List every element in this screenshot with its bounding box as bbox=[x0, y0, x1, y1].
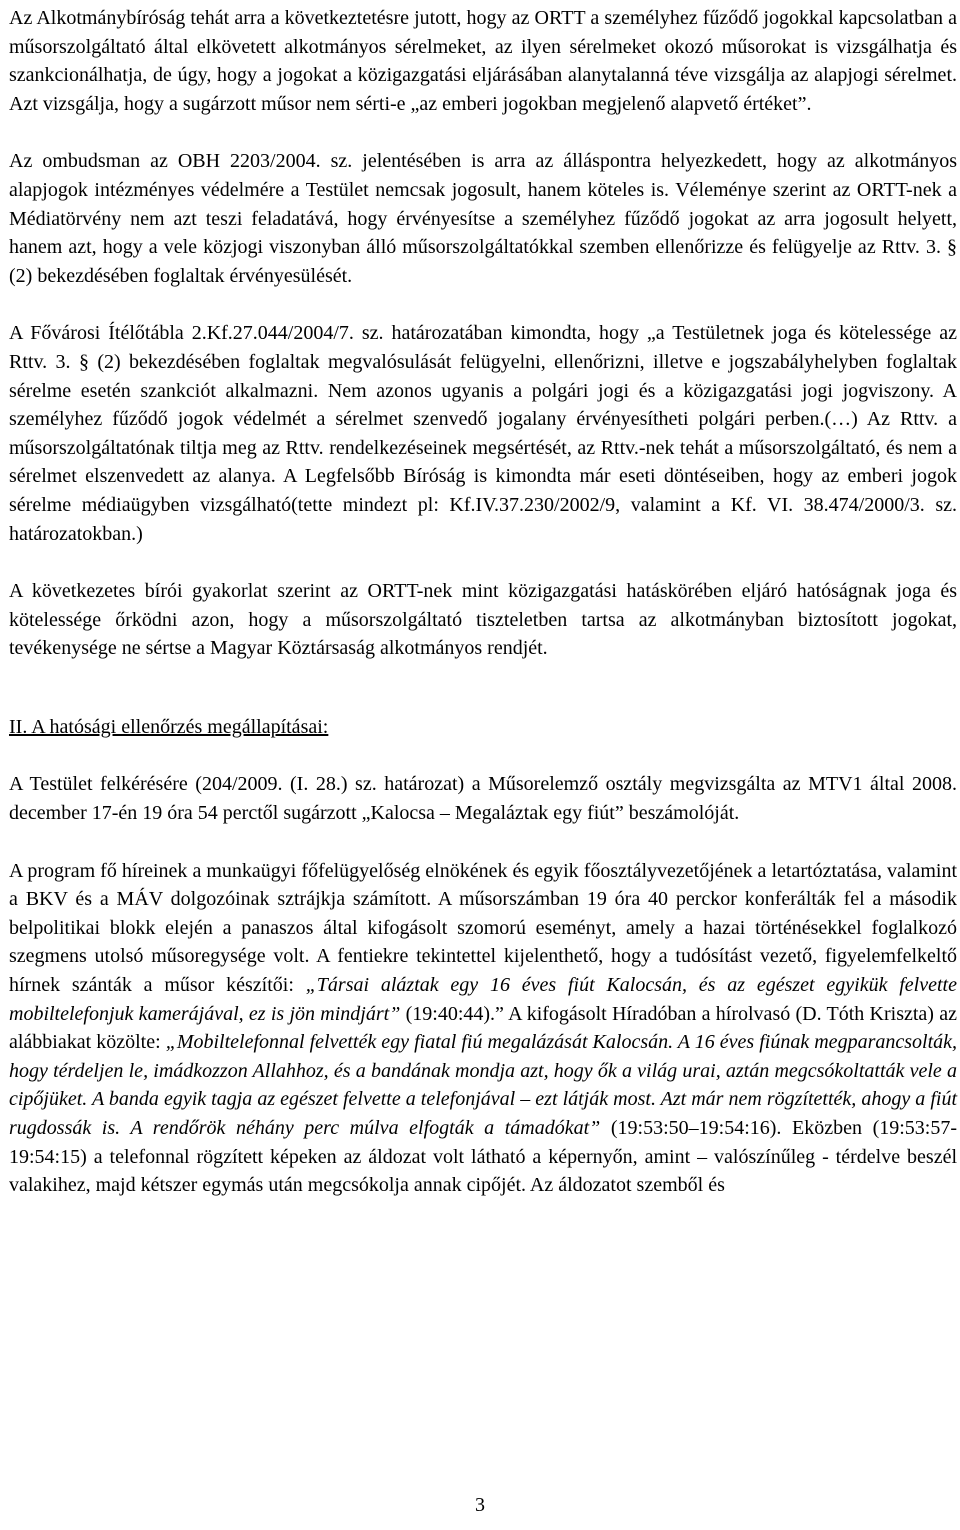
document-page bbox=[9, 0, 957, 1200]
quote-newsreader: „Mobiltelefonnal felvették egy fiatal fiú megalázását Kalocsán. A 16 éves fiúnak megparancsolták, hogy térdeljen le, imádkozzon Allahhoz, és a bandának mondja azt, hogy ők a világ urai, aztán megcsókoltatták vele a cipőjüket. A banda egyik tagja az egészet felvette a telefonjával – ezt látják most. Azt már nem rögzítették, ahogy a fiút rugdossák is. A rendőrök néhány perc múlva elfogták a támadókat” bbox=[9, 1031, 957, 1139]
page-number: 3 bbox=[475, 1494, 485, 1516]
paragraph-judicial-practice: A következetes bírói gyakorlat szerint az ORTT-nek mint közigazgatási hatáskörében eljáró hatóságnak joga és kötelessége őrködni azon, hogy a műsorszolgáltató tiszteletben tartsa az alkotmányban biztosított jogokat, tevékenysége ne sértse a Magyar Köztársaság alkotmányos rendjét. bbox=[9, 580, 957, 660]
analysis-text-1: A program fő híreinek a munkaügyi főfelügyelőség elnökének és egyik főosztályvezetőjének a letartóztatása, valamint a BKV és a MÁV dolgozóinak sztrájkja számított. A műsorszámban 19 óra 40 perckor konferálták fel a második belpolitikai blokk elején a panaszos által kifogásolt szomorú eseményt, amely a hazai történésekkel foglalkozó szegmens utolsó műsoregysége volt. A fentiekre tekintettel kijelenthető, hogy a tudósítást vezető, figyelemfelkeltő hírnek szánták a műsor készítői: bbox=[9, 859, 957, 997]
paragraph-constitutional-court: Az Alkotmánybíróság tehát arra a következtetésre jutott, hogy az ORTT a személyhez fűződő jogokkal kapcsolatban a műsorszolgáltató által elkövetett alkotmányos sérelmeket, az ilyen sérelmeket okozó műsorokat is vizsgálhatja és szankcionálhatja, de úgy, hogy a jogokat a közigazgatási eljárásában alanytalanná téve vizsgálja az alapjogi sérelmet. Azt vizsgálja, hogy a sugárzott műsor nem sérti-e „az emberi jogokban megjelenő alapvető értéket”. bbox=[9, 7, 957, 115]
paragraph-program-analysis bbox=[9, 857, 957, 1200]
analysis-text-3: (19:53:50–19:54:16). Eközben (19:53:57-19:54:15) a telefonnal rögzített képeken az áldozat volt látható a képernyőn, amint – valószínűleg - térdelve beszél valakihez, majd kétszer egymás után megcsókolja annak cipőjét. Az áldozatot szemből és bbox=[9, 1117, 957, 1197]
quote-headline: „Társai aláztak egy 16 éves fiút Kalocsán, és az egészet egyikük felvette mobiltelefonjuk kamerájával, ez is jön mindjárt” bbox=[9, 974, 957, 1025]
paragraph-ombudsman: Az ombudsman az OBH 2203/2004. sz. jelentésében is arra az álláspontra helyezkedett, hogy az alkotmányos alapjogok intézményes védelmére a Testület nemcsak jogosult, hanem köteles is. Véleménye szerint az ORTT-nek a Médiatörvény nem azt teszi feladatává, hogy érvényesítse a személyhez fűződő jogokat az arra jogosult helyett, hanem azt, hogy a vele közjogi viszonyban álló műsorszolgáltatókkal szemben ellenőrizze és felügyelje az Rttv. 3. § (2) bekezdésében foglaltak érvényesülését. bbox=[9, 150, 957, 287]
paragraph-metropolitan-court: A Fővárosi Ítélőtábla 2.Kf.27.044/2004/7. sz. határozatában kimondta, hogy „a Testületnek joga és kötelessége az Rttv. 3. § (2) bekezdésében foglaltak megvalósulását felügyelni, ellenőrizni, illetve e jogszabályhelyben foglaltak sérelme esetén szankciót alkalmazni. Nem azonos ugyanis a polgári jogi és a közigazgatási jogi jogviszony. A személyhez fűződő jogok védelmét a sérelmet szenvedő jogalany érvényesítheti polgári perben.(…) Az Rttv. a műsorszolgáltatónak tiltja meg az Rttv. rendelkezéseinek megsértését, az Rttv.-nek tehát a műsorszolgáltató, és nem a sérelmet elszenvedett az alanya. A Legfelsőbb Bíróság is kimondta már eseti döntéseiben, hogy az emberi jogok sérelme médiaügyben vizsgálható(tette mindezt pl: Kf.IV.37.230/2002/9, valamint a Kf. VI. 38.474/2000/3. sz. határozatokban.) bbox=[9, 322, 957, 545]
section-heading: II. A hatósági ellenőrzés megállapításai: bbox=[9, 715, 329, 738]
analysis-text-2: (19:40:44).” A kifogásolt Híradóban a hírolvasó (D. Tóth Kriszta) az alábbiakat közölte: bbox=[9, 1002, 957, 1054]
paragraph-council-request: A Testület felkérésére (204/2009. (I. 28.) sz. határozat) a Műsorelemző osztály megvizsgálta az MTV1 által 2008. december 17-én 19 óra 54 perctől sugárzott „Kalocsa – Megaláztak egy fiút” beszámolóját. bbox=[9, 773, 957, 825]
